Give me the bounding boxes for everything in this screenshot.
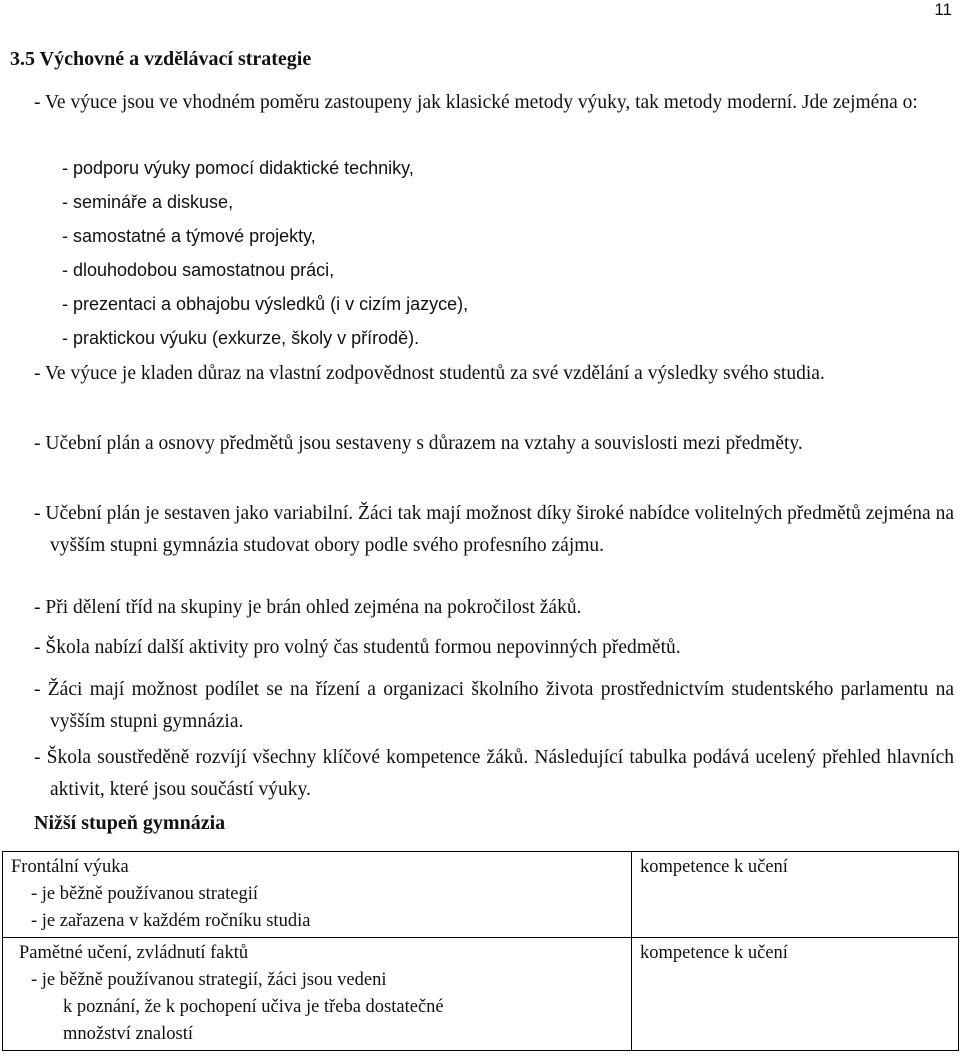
intro-item: - semináře a diskuse, — [62, 192, 234, 212]
strategy-item: - je běžně používanou strategií, žáci jsou vedeni — [31, 970, 387, 990]
section-heading: 3.5 Výchovné a vzdělávací strategie — [10, 48, 312, 70]
strategy-item-continuation: k poznání, že k pochopení učiva je třeba dostatečné — [63, 997, 444, 1017]
intro-item: - dlouhodobou samostatnou práci, — [62, 260, 335, 280]
paragraph-parliament: - Žáci mají možnost podílet se na řízení a organizaci školního života prostřednictvím studentského parlamentu na vyšším stupni gymnázia. — [34, 679, 954, 732]
paragraph-curriculum: - Učební plán a osnovy předmětů jsou sestaveny s důrazem na vztahy a souvislosti mezi předměty. — [34, 433, 803, 454]
strategy-table — [2, 851, 959, 1051]
strategy-cell — [3, 852, 632, 938]
paragraph-groups: - Při dělení tříd na skupiny je brán ohled zejména na pokročilost žáků. — [34, 597, 582, 618]
subsection-title: Nižší stupeň gymnázia — [34, 812, 226, 834]
strategy-title: Frontální výuka — [11, 857, 129, 877]
competence-cell: kompetence k učení — [632, 938, 959, 1051]
strategy-cell — [3, 938, 632, 1051]
strategy-item-continuation: množství znalostí — [63, 1024, 193, 1044]
table-row — [3, 938, 959, 1051]
strategy-title: Pamětné učení, zvládnutí faktů — [19, 943, 249, 963]
competence-cell: kompetence k učení — [632, 852, 959, 938]
paragraph-responsibility: - Ve výuce je kladen důraz na vlastní zodpovědnost studentů za své vzdělání a výsledky svého studia. — [34, 363, 825, 384]
intro-item: - prezentaci a obhajobu výsledků (i v cizím jazyce), — [62, 294, 469, 314]
table-row — [3, 852, 959, 938]
intro-item: - podporu výuky pomocí didaktické techniky, — [62, 158, 414, 178]
intro-item: - praktickou výuku (exkurze, školy v přírodě). — [62, 328, 420, 348]
strategy-item: - je zařazena v každém ročníku studia — [31, 911, 311, 931]
page-number: 11 — [934, 0, 952, 19]
intro-paragraph: - Ve výuce jsou ve vhodném poměru zastoupeny jak klasické metody výuky, tak metody moderní. Jde zejména o: — [34, 92, 918, 113]
strategy-item: - je běžně používanou strategií — [31, 884, 259, 904]
intro-item: - samostatné a týmové projekty, — [62, 226, 316, 246]
paragraph-competences: - Škola soustředěně rozvíjí všechny klíčové kompetence žáků. Následující tabulka podává ucelený přehled hlavních aktivit, které jsou součástí výuky. — [34, 747, 954, 800]
paragraph-variable-plan: - Učební plán je sestaven jako variabilní. Žáci tak mají možnost díky široké nabídce volitelných předmětů zejména na vyšším stupni gymnázia studovat obory podle svého profesního zájmu. — [34, 503, 954, 556]
paragraph-activities: - Škola nabízí další aktivity pro volný čas studentů formou nepovinných předmětů. — [34, 637, 681, 658]
